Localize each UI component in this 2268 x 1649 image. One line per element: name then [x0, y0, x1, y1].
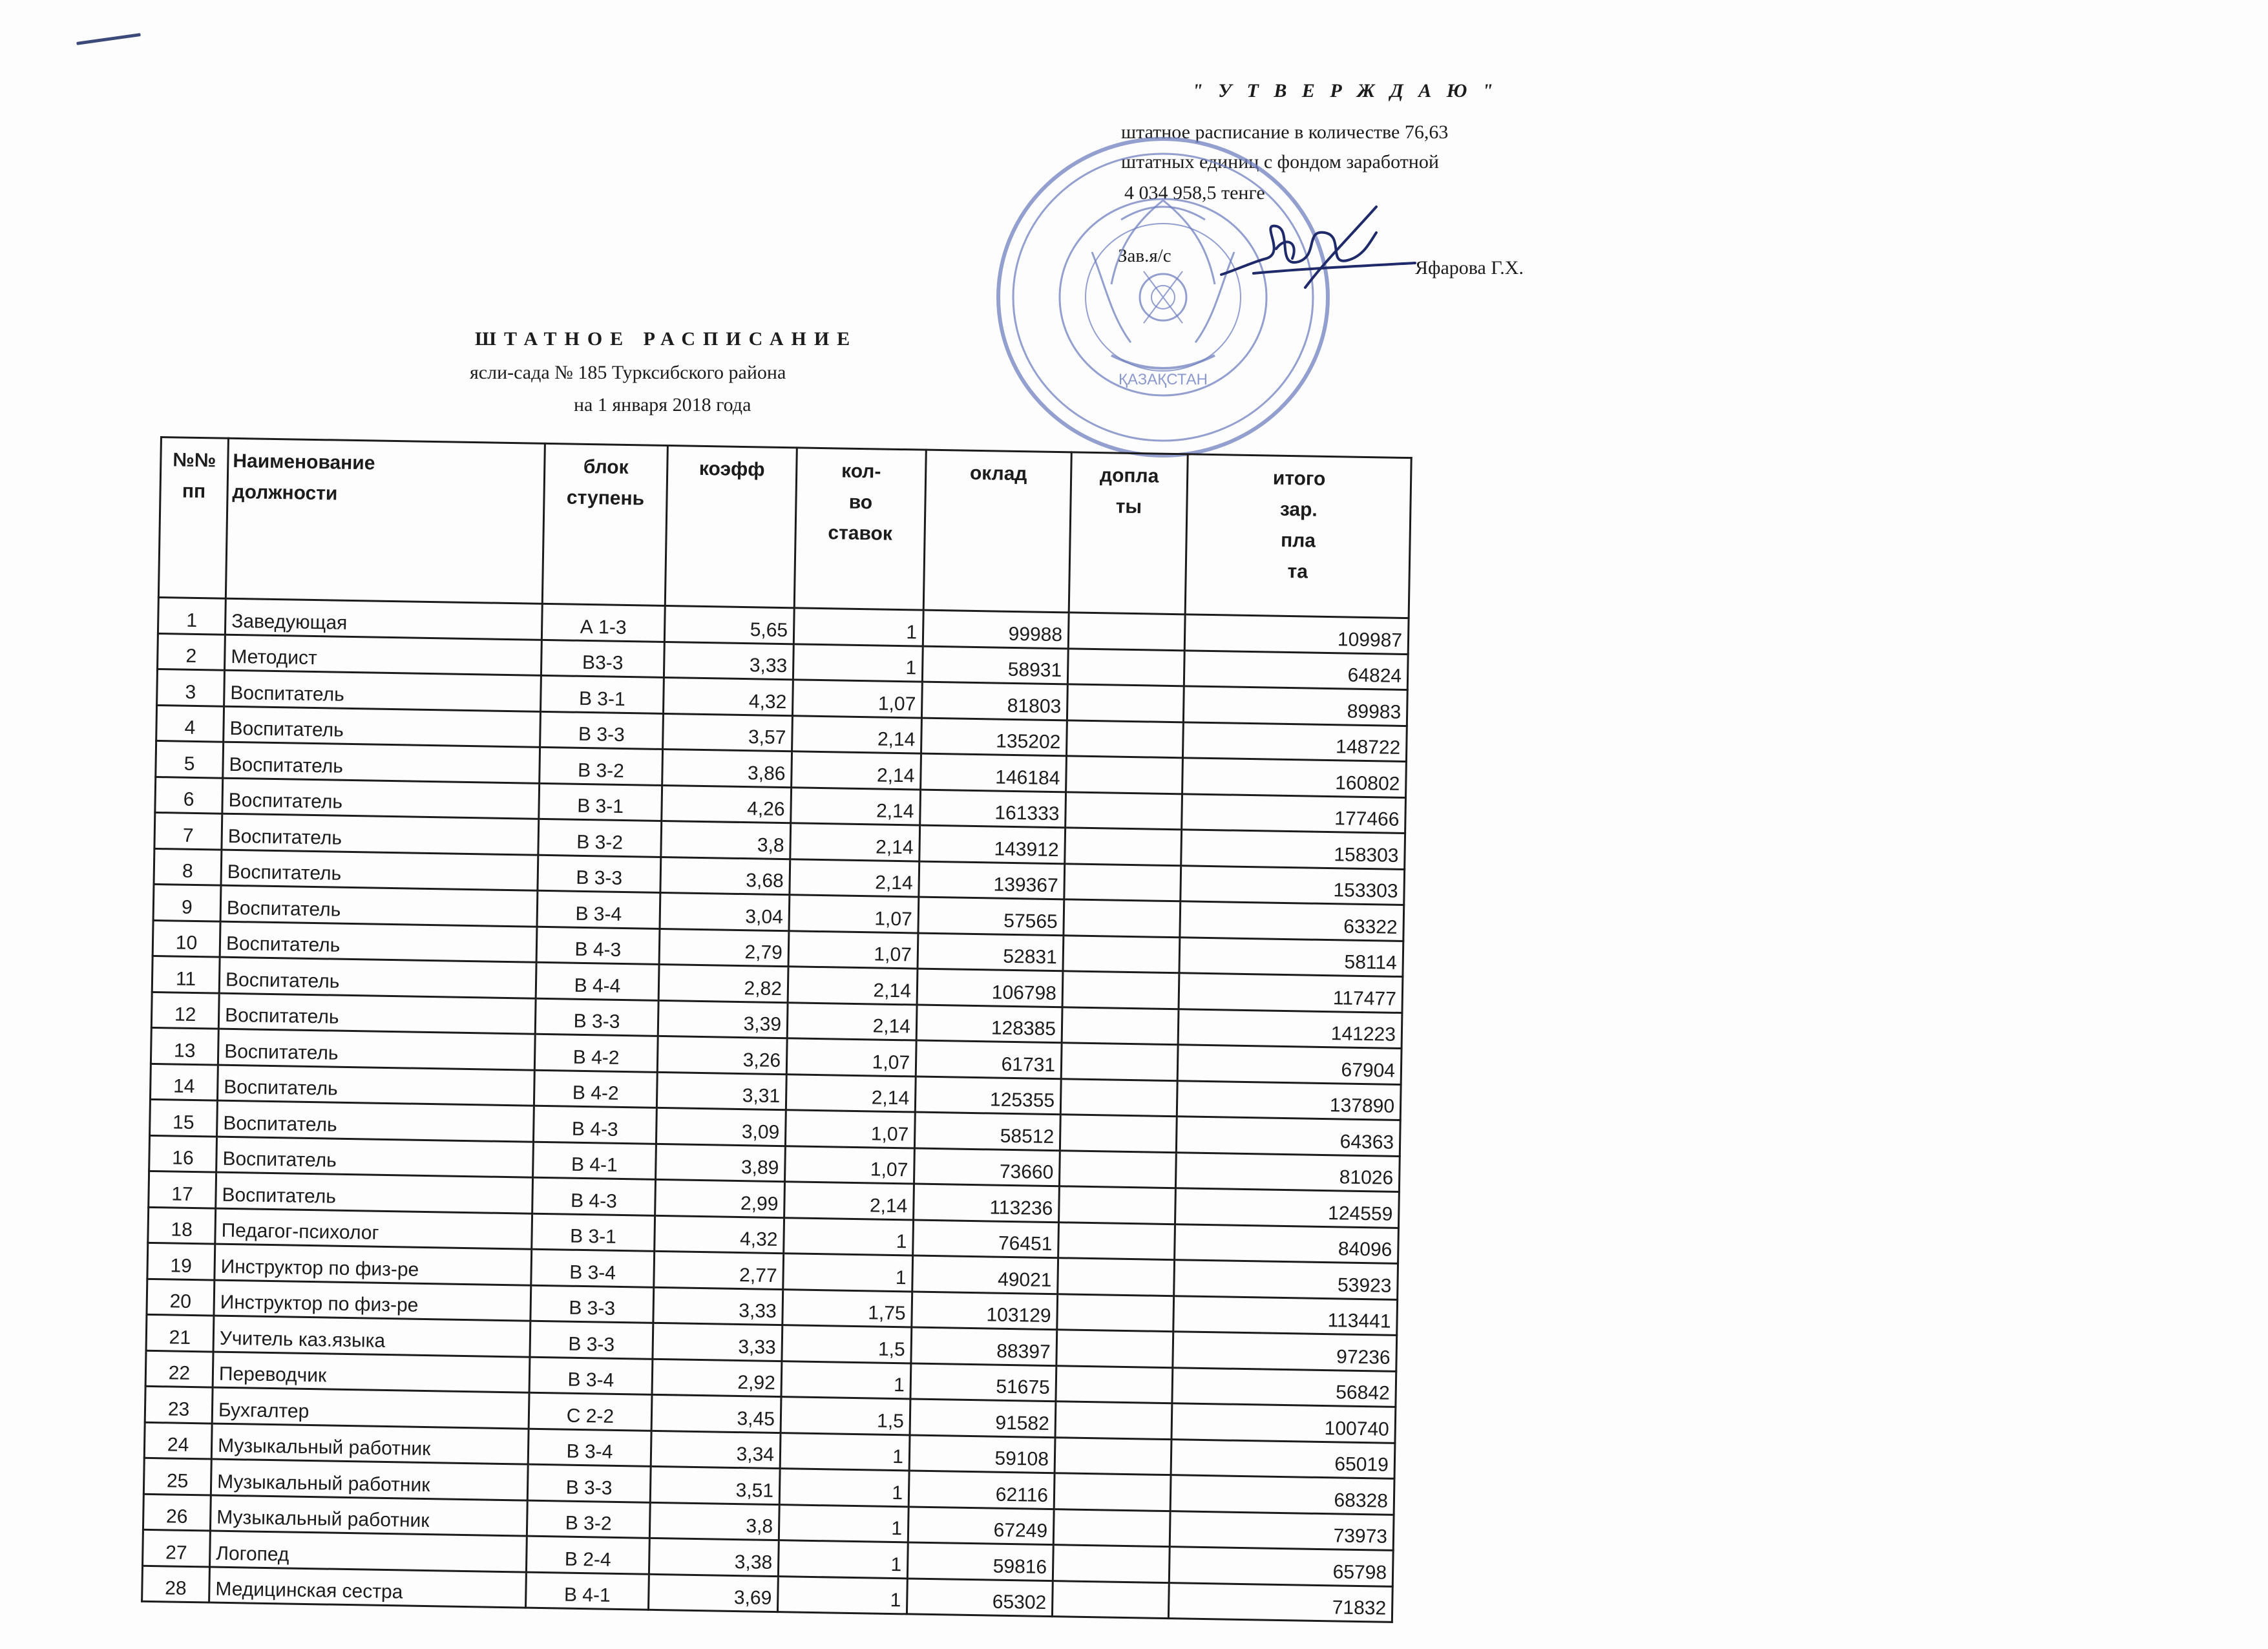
- total-pay-cell: 65798: [1169, 1547, 1393, 1586]
- extra-pay-cell: [1059, 1186, 1176, 1224]
- extra-pay-cell: [1064, 863, 1181, 901]
- total-pay-cell: 137890: [1177, 1080, 1401, 1120]
- position-name-cell: Воспитатель: [220, 921, 537, 963]
- block-step-cell: В 3-2: [540, 747, 663, 785]
- block-step-cell: В 3-3: [527, 1464, 651, 1502]
- base-salary-cell: 73660: [914, 1148, 1060, 1186]
- row-number-cell: 21: [146, 1314, 214, 1351]
- base-salary-cell: 135202: [921, 718, 1067, 756]
- header-name: [226, 438, 545, 604]
- header-no-line-1: №№: [173, 449, 216, 472]
- extra-pay-cell: [1063, 935, 1180, 972]
- block-step-cell: В 4-4: [536, 962, 659, 1000]
- document-date: на 1 января 2018 года: [574, 394, 751, 415]
- approval-line-1: штатное расписание в количестве 76,63: [1121, 121, 1449, 143]
- total-pay-cell: 67904: [1177, 1045, 1402, 1084]
- block-step-cell: В 3-1: [532, 1213, 655, 1252]
- extra-pay-cell: [1053, 1509, 1170, 1546]
- row-number-cell: 7: [154, 812, 222, 849]
- position-name-cell: Учитель каз.языка: [213, 1316, 530, 1357]
- extra-pay-cell: [1056, 1330, 1173, 1367]
- header-no: [158, 437, 228, 599]
- rate-count-cell: 1,75: [782, 1289, 912, 1327]
- block-step-cell: В 4-1: [526, 1572, 649, 1610]
- row-number-cell: 5: [156, 740, 224, 777]
- header-block-line-2: ступень: [566, 487, 645, 510]
- position-name-cell: Воспитатель: [217, 1065, 534, 1106]
- header-count: [794, 448, 926, 610]
- table-body: [142, 597, 1409, 1622]
- coefficient-cell: 3,26: [657, 1036, 787, 1074]
- position-name-cell: Воспитатель: [222, 778, 540, 819]
- coefficient-cell: 3,86: [662, 749, 792, 787]
- rate-count-cell: 1: [779, 1504, 908, 1542]
- block-step-cell: В 4-2: [534, 1070, 657, 1108]
- extra-pay-cell: [1066, 720, 1183, 757]
- rate-count-cell: 2,14: [784, 1182, 914, 1220]
- position-name-cell: Воспитатель: [219, 957, 536, 998]
- base-salary-cell: 113236: [914, 1184, 1060, 1222]
- total-pay-cell: 160802: [1182, 758, 1407, 797]
- rate-count-cell: 1: [793, 608, 923, 646]
- header-name-line-2: должности: [232, 481, 338, 505]
- total-pay-cell: 56842: [1172, 1367, 1396, 1407]
- extra-pay-cell: [1067, 684, 1184, 722]
- row-number-cell: 8: [154, 848, 222, 885]
- rate-count-cell: 2,14: [791, 787, 921, 825]
- coefficient-cell: 4,32: [655, 1215, 784, 1254]
- row-number-cell: 26: [143, 1494, 211, 1531]
- position-name-cell: Воспитатель: [218, 1029, 535, 1070]
- coefficient-cell: 3,31: [656, 1072, 786, 1110]
- base-salary-cell: 57565: [918, 897, 1064, 935]
- base-salary-cell: 128385: [916, 1005, 1062, 1043]
- extra-pay-cell: [1062, 1007, 1179, 1044]
- rate-count-cell: 2,14: [790, 823, 920, 861]
- rate-count-cell: 1: [793, 644, 923, 682]
- coefficient-cell: 3,51: [650, 1466, 780, 1504]
- row-number-cell: 14: [150, 1064, 218, 1100]
- coefficient-cell: 4,26: [662, 785, 792, 823]
- rate-count-cell: 1: [780, 1433, 910, 1471]
- signatory-role: Зав.я/с: [1118, 246, 1171, 266]
- base-salary-cell: 99988: [923, 610, 1069, 648]
- header-count-line-1: кол-: [841, 460, 881, 483]
- rate-count-cell: 2,14: [788, 967, 918, 1005]
- row-number-cell: 20: [147, 1279, 215, 1316]
- rate-count-cell: 1: [779, 1469, 909, 1507]
- extra-pay-cell: [1064, 899, 1181, 937]
- approval-line-3: 4 034 958,5 тенге: [1124, 182, 1265, 204]
- block-step-cell: В 3-2: [527, 1500, 650, 1539]
- rate-count-cell: 1,07: [785, 1146, 915, 1184]
- base-salary-cell: 139367: [919, 861, 1065, 899]
- rate-count-cell: 1: [777, 1576, 907, 1614]
- table-header-row: [158, 437, 1411, 618]
- extra-pay-cell: [1053, 1545, 1170, 1582]
- total-pay-cell: 64363: [1176, 1117, 1400, 1156]
- base-salary-cell: 88397: [911, 1327, 1057, 1365]
- total-pay-cell: 65019: [1171, 1439, 1395, 1478]
- rate-count-cell: 1,07: [792, 680, 922, 718]
- staff-table: [142, 436, 1410, 1619]
- rate-count-cell: 1: [783, 1254, 913, 1292]
- extra-pay-cell: [1058, 1222, 1175, 1259]
- rate-count-cell: 1,07: [785, 1110, 915, 1148]
- coefficient-cell: 3,69: [648, 1574, 778, 1612]
- coefficient-cell: 2,99: [655, 1179, 785, 1217]
- row-number-cell: 9: [153, 884, 221, 921]
- total-pay-cell: 117477: [1179, 973, 1403, 1013]
- row-number-cell: 19: [147, 1243, 215, 1279]
- extra-pay-cell: [1067, 648, 1184, 686]
- row-number-cell: 6: [155, 777, 223, 814]
- header-total-line-2: зар.: [1279, 498, 1318, 521]
- position-name-cell: Воспитатель: [224, 706, 541, 748]
- total-pay-cell: 64824: [1184, 650, 1408, 689]
- total-pay-cell: 177466: [1182, 793, 1406, 833]
- row-number-cell: 10: [152, 920, 220, 957]
- row-number-cell: 22: [145, 1350, 213, 1387]
- extra-pay-cell: [1054, 1473, 1171, 1511]
- header-salary-line-1: оклад: [969, 462, 1027, 485]
- block-step-cell: В 4-3: [533, 1106, 656, 1144]
- position-name-cell: Медицинская сестра: [209, 1567, 527, 1608]
- coefficient-cell: 3,34: [651, 1431, 781, 1469]
- coefficient-cell: 3,57: [663, 713, 793, 751]
- block-step-cell: В 3-3: [530, 1285, 654, 1323]
- total-pay-cell: 148722: [1182, 722, 1407, 761]
- block-step-cell: В 3-3: [538, 855, 661, 893]
- header-coef-line-1: коэфф: [698, 457, 765, 481]
- position-name-cell: Воспитатель: [222, 814, 539, 855]
- position-name-cell: Бухгалтер: [212, 1387, 529, 1429]
- row-number-cell: 15: [150, 1099, 218, 1136]
- coefficient-cell: 3,45: [651, 1394, 781, 1433]
- row-number-cell: 13: [151, 1027, 218, 1064]
- position-name-cell: Воспитатель: [216, 1137, 534, 1178]
- header-name-line-1: Наименование: [233, 450, 375, 474]
- extra-pay-cell: [1055, 1402, 1172, 1439]
- position-name-cell: Воспитатель: [218, 993, 536, 1035]
- coefficient-cell: 3,89: [656, 1144, 786, 1182]
- block-step-cell: С 2-2: [529, 1392, 652, 1431]
- row-number-cell: 24: [144, 1422, 212, 1459]
- total-pay-cell: 113441: [1173, 1296, 1398, 1335]
- coefficient-cell: 2,82: [658, 964, 788, 1002]
- header-total: [1185, 454, 1411, 618]
- rate-count-cell: 2,14: [786, 1074, 916, 1112]
- total-pay-cell: 158303: [1181, 830, 1405, 869]
- base-salary-cell: 76451: [913, 1219, 1059, 1257]
- total-pay-cell: 53923: [1174, 1260, 1398, 1299]
- document-title: ШТАТНОЕ РАСПИСАНИЕ: [475, 328, 858, 350]
- rate-count-cell: 1,07: [788, 930, 918, 969]
- header-no-line-2: пп: [182, 480, 206, 503]
- block-step-cell: В 3-4: [537, 890, 660, 929]
- extra-pay-cell: [1066, 756, 1183, 793]
- row-number-cell: 28: [142, 1566, 210, 1602]
- base-salary-cell: 52831: [918, 933, 1064, 971]
- total-pay-cell: 81026: [1175, 1152, 1400, 1192]
- coefficient-cell: 2,77: [654, 1251, 784, 1289]
- total-pay-cell: 153303: [1181, 865, 1405, 905]
- header-total-line-1: итого: [1272, 467, 1326, 490]
- header-total-line-4: та: [1287, 560, 1308, 583]
- extra-pay-cell: [1052, 1581, 1169, 1618]
- extra-pay-cell: [1062, 971, 1179, 1009]
- position-name-cell: Музыкальный работник: [211, 1423, 529, 1465]
- base-salary-cell: 91582: [910, 1399, 1056, 1437]
- rate-count-cell: 1,5: [782, 1325, 912, 1363]
- block-step-cell: В 3-1: [539, 783, 662, 821]
- block-step-cell: В 2-4: [526, 1536, 649, 1574]
- rate-count-cell: 2,14: [792, 715, 922, 753]
- base-salary-cell: 59816: [907, 1542, 1053, 1581]
- block-step-cell: В 3-4: [531, 1249, 655, 1287]
- base-salary-cell: 106798: [917, 969, 1063, 1007]
- document-organization: ясли-сада № 185 Турксибского района: [470, 362, 786, 383]
- coefficient-cell: 3,33: [653, 1323, 782, 1361]
- rate-count-cell: 1,5: [781, 1397, 910, 1435]
- rate-count-cell: 1: [784, 1217, 914, 1255]
- row-number-cell: 2: [158, 633, 226, 670]
- row-number-cell: 12: [151, 992, 219, 1029]
- coefficient-cell: 3,8: [649, 1502, 779, 1540]
- rate-count-cell: 1: [781, 1361, 911, 1399]
- base-salary-cell: 58512: [914, 1112, 1060, 1150]
- block-step-cell: В 3-1: [541, 675, 664, 713]
- coefficient-cell: 3,68: [660, 857, 790, 895]
- coefficient-cell: 3,33: [653, 1287, 783, 1325]
- total-pay-cell: 68328: [1170, 1475, 1394, 1515]
- row-number-cell: 25: [143, 1458, 211, 1495]
- row-number-cell: 16: [149, 1135, 217, 1172]
- signature-icon: [1215, 197, 1422, 300]
- base-salary-cell: 143912: [919, 825, 1066, 863]
- position-name-cell: Воспитатель: [224, 670, 541, 711]
- position-name-cell: Воспитатель: [217, 1100, 534, 1142]
- base-salary-cell: 146184: [921, 753, 1067, 792]
- base-salary-cell: 49021: [912, 1255, 1058, 1294]
- signatory-name: Яфарова Г.Х.: [1415, 257, 1524, 278]
- header-block: [542, 443, 667, 605]
- position-name-cell: Методист: [225, 635, 542, 676]
- extra-pay-cell: [1066, 792, 1182, 829]
- base-salary-cell: 81803: [921, 682, 1067, 720]
- coefficient-cell: 3,33: [664, 642, 793, 680]
- row-number-cell: 4: [156, 705, 224, 742]
- extra-pay-cell: [1057, 1294, 1174, 1331]
- row-number-cell: 17: [149, 1171, 216, 1208]
- rate-count-cell: 1,07: [786, 1038, 916, 1077]
- block-step-cell: В 3-4: [528, 1429, 651, 1467]
- header-coef: [665, 446, 797, 608]
- extra-pay-cell: [1055, 1437, 1171, 1475]
- block-step-cell: В 3-3: [540, 711, 664, 750]
- rate-count-cell: 2,14: [790, 859, 919, 897]
- extra-pay-cell: [1056, 1365, 1173, 1403]
- extra-pay-cell: [1059, 1150, 1176, 1188]
- total-pay-cell: 97236: [1173, 1332, 1397, 1371]
- position-name-cell: Логопед: [210, 1531, 527, 1572]
- rate-count-cell: 1,07: [789, 895, 919, 933]
- coefficient-cell: 2,79: [659, 929, 789, 967]
- total-pay-cell: 109987: [1184, 614, 1409, 654]
- extra-pay-cell: [1060, 1078, 1177, 1116]
- position-name-cell: Переводчик: [213, 1352, 530, 1393]
- total-pay-cell: 89983: [1183, 686, 1407, 726]
- position-name-cell: Инструктор по физ-ре: [214, 1280, 531, 1321]
- coefficient-cell: 3,39: [658, 1000, 788, 1038]
- base-salary-cell: 58931: [922, 646, 1068, 684]
- block-step-cell: В 3-3: [530, 1321, 653, 1359]
- extra-pay-cell: [1058, 1258, 1175, 1296]
- total-pay-cell: 63322: [1180, 901, 1404, 941]
- coefficient-cell: 3,04: [660, 892, 790, 930]
- row-number-cell: 18: [148, 1207, 216, 1244]
- header-extra: [1069, 452, 1188, 614]
- block-step-cell: В 3-2: [538, 819, 662, 857]
- row-number-cell: 27: [143, 1529, 211, 1566]
- row-number-cell: 11: [152, 956, 220, 993]
- header-count-line-3: ставок: [828, 522, 893, 545]
- base-salary-cell: 125355: [915, 1077, 1061, 1115]
- extra-pay-cell: [1065, 828, 1182, 865]
- base-salary-cell: 61731: [916, 1040, 1062, 1078]
- total-pay-cell: 58114: [1179, 937, 1403, 976]
- block-step-cell: В 3-3: [535, 998, 658, 1036]
- coefficient-cell: 2,92: [652, 1359, 782, 1397]
- rate-count-cell: 2,14: [792, 751, 921, 790]
- header-count-line-2: во: [848, 491, 873, 514]
- row-number-cell: 23: [145, 1386, 213, 1423]
- pen-mark: [76, 33, 141, 45]
- position-name-cell: Заведующая: [225, 598, 542, 640]
- position-name-cell: Музыкальный работник: [210, 1495, 527, 1537]
- block-step-cell: В 4-3: [532, 1177, 656, 1215]
- total-pay-cell: 84096: [1175, 1224, 1399, 1263]
- extra-pay-cell: [1060, 1115, 1177, 1152]
- header-extra-line-2: ты: [1115, 496, 1142, 518]
- header-extra-line-1: допла: [1099, 465, 1159, 487]
- position-name-cell: Воспитатель: [223, 742, 540, 783]
- position-name-cell: Воспитатель: [216, 1172, 533, 1213]
- block-step-cell: В3-3: [541, 640, 664, 678]
- block-step-cell: А 1-3: [541, 604, 665, 642]
- header-salary: [923, 450, 1071, 613]
- header-block-line-1: блок: [583, 456, 629, 479]
- total-pay-cell: 71832: [1168, 1582, 1392, 1622]
- approval-line-2: штатных единиц с фондом заработной: [1121, 151, 1439, 173]
- position-name-cell: Музыкальный работник: [211, 1459, 528, 1500]
- coefficient-cell: 5,65: [664, 605, 794, 644]
- coefficient-cell: 3,38: [649, 1538, 779, 1576]
- base-salary-cell: 161333: [920, 790, 1066, 828]
- approval-title: " У Т В Е Р Ж Д А Ю ": [1192, 80, 1498, 101]
- base-salary-cell: 62116: [908, 1471, 1055, 1509]
- header-total-line-3: пла: [1280, 529, 1316, 552]
- rate-count-cell: 1: [778, 1540, 908, 1579]
- row-number-cell: 3: [157, 669, 225, 706]
- total-pay-cell: 73973: [1170, 1511, 1394, 1550]
- extra-pay-cell: [1061, 1043, 1178, 1080]
- total-pay-cell: 141223: [1178, 1009, 1402, 1048]
- rate-count-cell: 2,14: [787, 1002, 917, 1040]
- block-step-cell: В 4-1: [533, 1142, 656, 1180]
- stamp-text: ҚАЗАҚСТАН: [1118, 371, 1208, 388]
- base-salary-cell: 65302: [907, 1578, 1053, 1616]
- total-pay-cell: 100740: [1171, 1403, 1396, 1443]
- block-step-cell: В 3-4: [529, 1357, 653, 1395]
- coefficient-cell: 4,32: [663, 677, 793, 715]
- extra-pay-cell: [1068, 613, 1185, 650]
- block-step-cell: В 4-2: [534, 1034, 658, 1072]
- position-name-cell: Инструктор по физ-ре: [215, 1244, 532, 1285]
- total-pay-cell: 124559: [1175, 1188, 1400, 1228]
- position-name-cell: Воспитатель: [220, 885, 538, 927]
- position-name-cell: Педагог-психолог: [215, 1208, 532, 1250]
- base-salary-cell: 103129: [912, 1291, 1058, 1329]
- row-number-cell: 1: [158, 597, 226, 634]
- coefficient-cell: 3,09: [656, 1108, 786, 1146]
- coefficient-cell: 3,8: [661, 821, 791, 859]
- base-salary-cell: 59108: [909, 1434, 1055, 1473]
- base-salary-cell: 67249: [908, 1506, 1054, 1544]
- base-salary-cell: 51675: [910, 1363, 1056, 1401]
- block-step-cell: В 4-3: [536, 927, 660, 965]
- position-name-cell: Воспитатель: [221, 850, 538, 891]
